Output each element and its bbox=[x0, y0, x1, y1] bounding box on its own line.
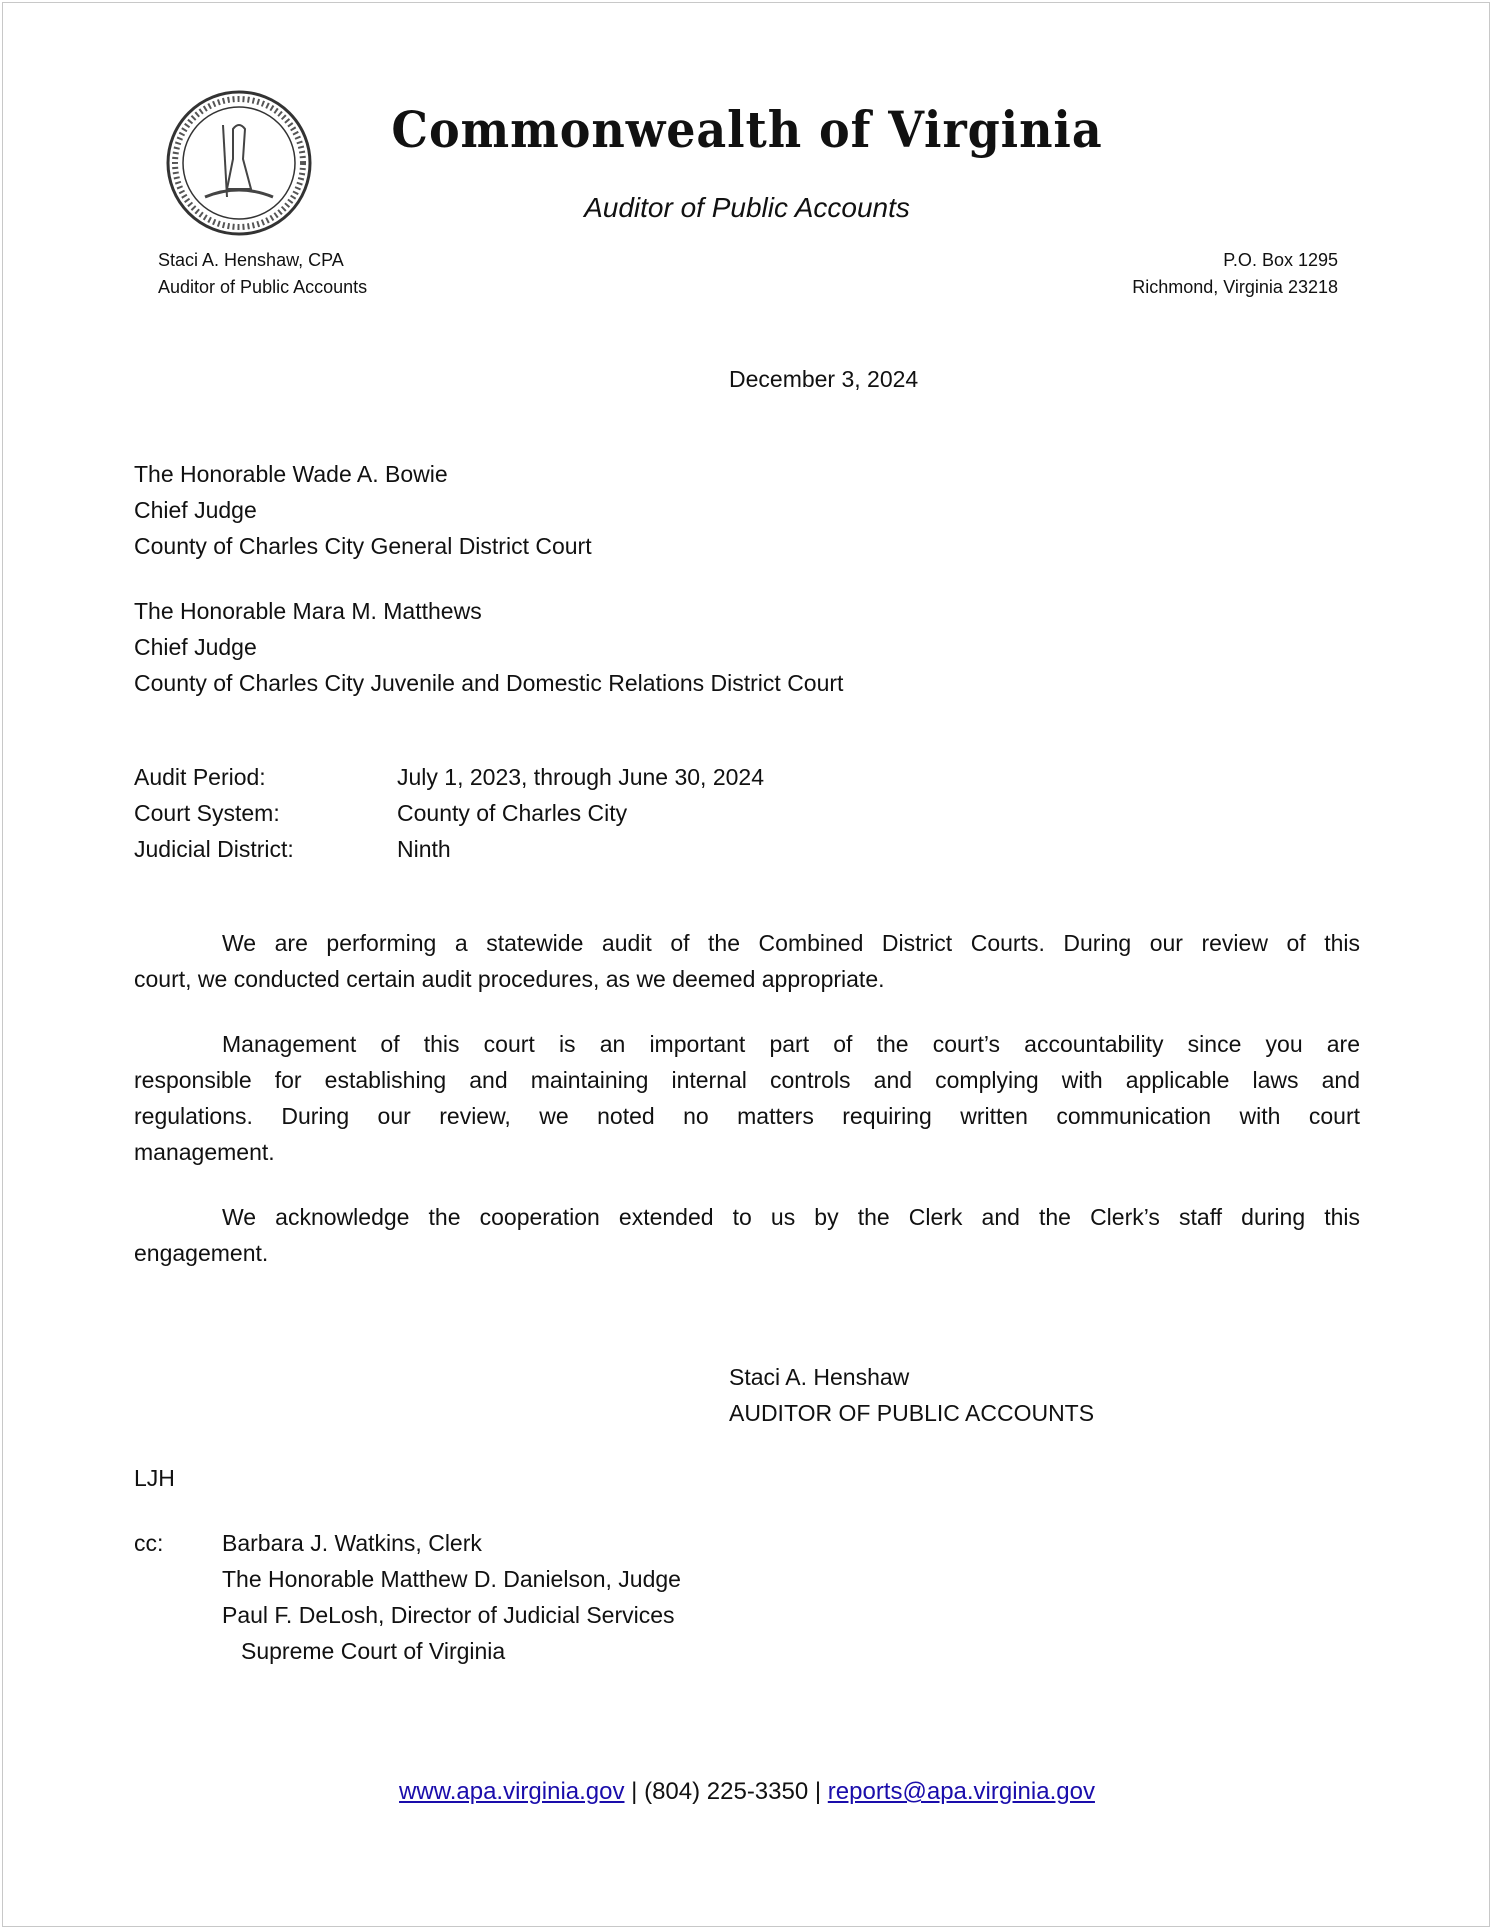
detail-label: Audit Period: bbox=[134, 764, 266, 790]
paragraph-3-line: We acknowledge the cooperation extended to us by the Clerk and the Clerk’s staff during this bbox=[222, 1204, 1360, 1230]
paragraph-2-line: responsible for establishing and maintaining internal controls and complying with applicable laws and bbox=[134, 1067, 1360, 1093]
paragraph-3-line: engagement. bbox=[134, 1240, 269, 1266]
audit-details bbox=[134, 759, 764, 867]
website-link[interactable]: www.apa.virginia.gov bbox=[399, 1778, 625, 1805]
recipient-court: County of Charles City Juvenile and Domestic Relations District Court bbox=[134, 670, 844, 696]
cc-item: Paul F. DeLosh, Director of Judicial Services bbox=[222, 1602, 675, 1628]
sender-title: Auditor of Public Accounts bbox=[158, 277, 368, 297]
cc-item: Barbara J. Watkins, Clerk bbox=[222, 1530, 482, 1556]
sender-block bbox=[158, 247, 367, 301]
detail-value: Ninth bbox=[397, 836, 451, 862]
signer-title: AUDITOR OF PUBLIC ACCOUNTS bbox=[729, 1400, 1095, 1426]
signature-block bbox=[729, 1359, 1094, 1431]
footer-separator: | bbox=[808, 1778, 828, 1805]
sender-name: Staci A. Henshaw, CPA bbox=[158, 250, 344, 270]
typist-initials: LJH bbox=[134, 1465, 175, 1491]
cc-list bbox=[222, 1525, 681, 1669]
cc-item: The Honorable Matthew D. Danielson, Judge bbox=[222, 1566, 681, 1592]
email-link[interactable]: reports@apa.virginia.gov bbox=[827, 1778, 1095, 1805]
recipient-name: The Honorable Mara M. Matthews bbox=[134, 598, 482, 624]
phone-number: (804) 225-3350 bbox=[644, 1778, 809, 1805]
recipient-title: Chief Judge bbox=[134, 634, 257, 660]
paragraph-2-line: regulations. During our review, we noted no matters requiring written communication with court bbox=[134, 1103, 1360, 1129]
recipient-2 bbox=[134, 593, 843, 701]
paragraph-1-line: court, we conducted certain audit procedures, as we deemed appropriate. bbox=[134, 966, 885, 992]
detail-value: July 1, 2023, through June 30, 2024 bbox=[397, 764, 765, 790]
footer-contact bbox=[0, 1778, 1494, 1806]
office-address bbox=[1132, 247, 1338, 301]
paragraph-2-line: management. bbox=[134, 1139, 275, 1165]
paragraph-2-line: Management of this court is an important part of the court’s accountability since you are bbox=[222, 1031, 1360, 1057]
letter-date: December 3, 2024 bbox=[729, 366, 919, 392]
cc-label: cc: bbox=[134, 1530, 164, 1556]
cc-item: Supreme Court of Virginia bbox=[241, 1638, 506, 1664]
detail-label: Court System: bbox=[134, 800, 280, 826]
footer-separator: | bbox=[624, 1778, 645, 1805]
letterhead-title: Commonwealth of Virginia bbox=[391, 100, 1103, 159]
signer-name: Staci A. Henshaw bbox=[729, 1364, 910, 1390]
recipient-name: The Honorable Wade A. Bowie bbox=[134, 461, 448, 487]
recipient-1 bbox=[134, 456, 592, 564]
paragraph-1-line: We are performing a statewide audit of the Combined District Courts. During our review of this bbox=[222, 930, 1360, 956]
recipient-court: County of Charles City General District Court bbox=[134, 533, 592, 559]
detail-value: County of Charles City bbox=[397, 800, 628, 826]
po-box: P.O. Box 1295 bbox=[1223, 250, 1338, 270]
city-state-zip: Richmond, Virginia 23218 bbox=[1132, 277, 1338, 297]
recipient-title: Chief Judge bbox=[134, 497, 257, 523]
letterhead-subtitle: Auditor of Public Accounts bbox=[584, 192, 910, 223]
detail-label: Judicial District: bbox=[134, 836, 294, 862]
